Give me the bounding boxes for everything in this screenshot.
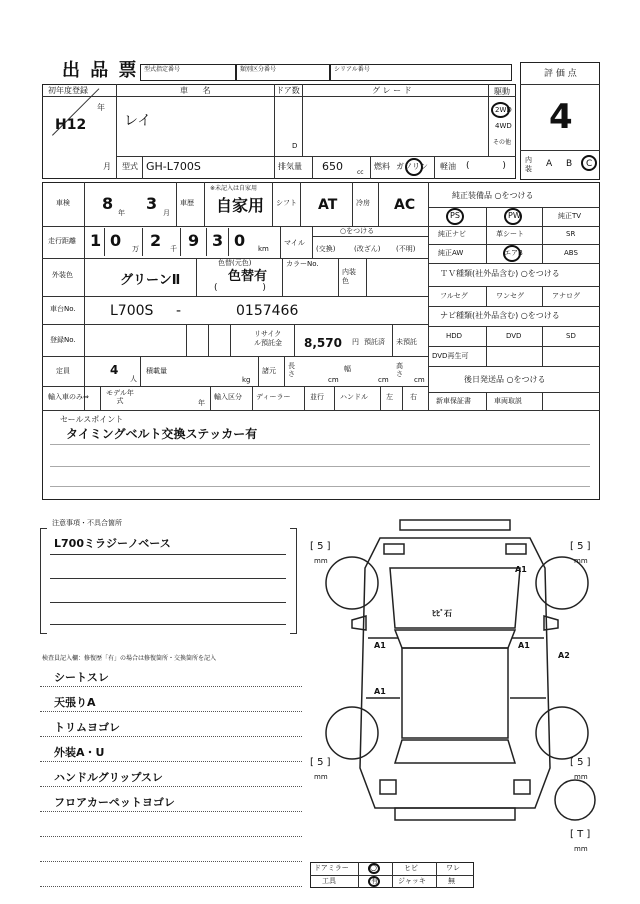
- serial-number-label: シリアル番号: [334, 66, 370, 73]
- form-title: 出 品 票: [62, 60, 139, 81]
- legend-mirror-circle: [368, 863, 380, 874]
- capacity-label: 定員: [56, 367, 70, 375]
- exterior-color-value: グリーンⅡ: [120, 273, 181, 288]
- tread-spare: [ T ]: [570, 829, 591, 840]
- inspector-line-5: ハンドルグリップスレ: [54, 771, 163, 784]
- swap-label: (交換): [316, 245, 336, 253]
- import-only-label: 輸入車のみ⇒: [48, 393, 89, 401]
- navi-hdd: HDD: [446, 332, 463, 340]
- dim-label: 諸元: [262, 367, 276, 375]
- mileage-digit-3: 2: [150, 231, 162, 250]
- drive-4wd: 4WD: [495, 122, 512, 130]
- dim-height-cm: cm: [414, 376, 425, 384]
- history-label: 車歴: [180, 199, 194, 207]
- interior-color-label: 内装色: [342, 268, 356, 285]
- notes-text: L700ミラジーノベース: [54, 537, 171, 550]
- shaken-month: 3: [146, 194, 158, 213]
- front-left-tire: [326, 557, 378, 609]
- mileage-sen: 千: [170, 245, 177, 253]
- mileage-label: 走行距離: [48, 237, 76, 245]
- door-d-label: D: [292, 142, 298, 150]
- navi-dvd: DVD: [506, 332, 522, 340]
- history-note: ※未記入は自家用: [210, 185, 258, 192]
- load-label: 積載量: [146, 367, 167, 375]
- equip-ps-circle: [446, 208, 464, 225]
- equip-leather: 革シート: [496, 230, 524, 238]
- equip-navi: 純正ナビ: [438, 230, 466, 238]
- score-value: 4: [549, 97, 573, 137]
- equipment-title: 純正装備品 ○をつける: [452, 191, 534, 200]
- model-year-nen: 年: [198, 399, 205, 407]
- interior-grade-circle: [581, 155, 597, 171]
- original-color-label: 色替(元色): [218, 259, 252, 267]
- chassis-number: 0157466: [236, 303, 299, 319]
- equip-abs: ABS: [564, 249, 578, 257]
- notes-title: 注意事項・不具合箇所: [52, 519, 122, 527]
- handle-left: 左: [386, 393, 393, 401]
- manual-label: 車両取説: [494, 397, 522, 405]
- legend-jack: ジャッキ: [398, 877, 426, 885]
- tread-rear-right-unit: mm: [574, 773, 588, 781]
- registration-number-label: 登録No.: [50, 336, 76, 344]
- recycle-not-deposited: 未預託: [396, 338, 417, 346]
- dvd-playable-label: DVD再生可: [432, 352, 469, 360]
- damage-mark-right-fender: A2: [558, 651, 570, 660]
- interior-grade-a: A: [546, 159, 553, 169]
- sales-point-label: セールスポイント: [60, 415, 124, 424]
- equip-tv: 純正TV: [558, 212, 582, 220]
- right-headlamp: [506, 544, 526, 554]
- fuel-paren: ( ): [466, 161, 506, 171]
- rear-bumper: [395, 808, 515, 820]
- tv-analog: アナログ: [552, 292, 580, 300]
- alter-label: (改ざん): [354, 245, 381, 253]
- damage-mark-windshield: ﾋﾋﾞ石: [432, 609, 452, 618]
- legend-tools-circle: [368, 876, 380, 887]
- legend-jack-value: 無: [448, 877, 455, 885]
- inspector-line-2: 天張りA: [54, 696, 96, 709]
- first-registration-year: H12: [55, 117, 87, 133]
- tv-fullseg: フルセグ: [440, 292, 468, 300]
- navi-title: ナビ種類(社外品含む) ○をつける: [440, 311, 560, 320]
- legend-tools: 工具: [322, 877, 336, 885]
- tread-rear-left-unit: mm: [314, 773, 328, 781]
- interior-grade-label: 内装: [525, 156, 532, 173]
- import-parallel: 並行: [310, 393, 324, 401]
- tread-rear-left: [ 5 ]: [310, 757, 331, 768]
- mileage-digit-5: 3: [212, 231, 224, 250]
- interior-grade-b: B: [566, 159, 573, 169]
- equip-aw: 純正AW: [438, 249, 464, 257]
- left-headlamp: [384, 544, 404, 554]
- ac-label: 冷房: [356, 199, 370, 207]
- legend-mirror: ドアミラー: [314, 864, 349, 872]
- left-taillamp: [380, 780, 396, 794]
- car-name-value: レイ: [124, 113, 152, 129]
- damage-mark-front-right: A1: [515, 565, 527, 574]
- recycle-label: リサイクル預託金: [254, 330, 282, 347]
- equip-pw-circle: [504, 208, 522, 225]
- windshield: [395, 630, 515, 648]
- fuel-gasoline: ガソリン: [396, 162, 428, 171]
- import-dealer: ディーラー: [256, 393, 291, 401]
- chassis-prefix: L700S: [110, 303, 154, 319]
- model-value: GH-L700S: [146, 160, 201, 173]
- ac-value: AC: [394, 197, 416, 213]
- tread-spare-unit: mm: [574, 845, 588, 853]
- dim-width: 幅: [344, 365, 351, 373]
- chassis-dash: -: [176, 303, 182, 319]
- recycle-yen: 円: [352, 338, 359, 346]
- inspector-line-3: トリムヨゴレ: [54, 721, 120, 734]
- inspector-title: 検査員記入欄：修復歴「有」の場合は修復箇所・交換箇所を記入: [42, 655, 217, 662]
- score-label: 評 価 点: [544, 69, 577, 79]
- year-small-label: 年: [97, 103, 105, 112]
- drive-2wd-circle: [491, 102, 510, 118]
- car-damage-diagram: [310, 508, 610, 868]
- displacement-value: 650: [322, 160, 343, 173]
- mileage-digit-1: 1: [90, 231, 102, 250]
- shaken-month-unit: 月: [163, 209, 170, 217]
- equip-sr: SR: [566, 230, 576, 238]
- first-registration-label: 初年度登録: [48, 86, 88, 95]
- mileage-km: km: [258, 245, 269, 253]
- damage-mark-left-front-door: A1: [374, 641, 386, 650]
- tread-front-right-unit: mm: [574, 557, 588, 565]
- inspector-line-6: フロアカーペットヨゴレ: [54, 796, 175, 809]
- fuel-diesel: 軽油: [440, 162, 456, 171]
- form-number-label: 型式指定番号: [144, 66, 181, 73]
- shaken-year: 8: [102, 194, 114, 213]
- equip-pw: PW: [508, 211, 521, 220]
- cc-unit: cc: [357, 169, 364, 176]
- spare-tire: [555, 780, 595, 820]
- original-color-paren: ( ): [214, 283, 266, 293]
- class-number-label: 類別区分番号: [240, 66, 277, 73]
- exterior-color-label: 外装色: [52, 271, 73, 279]
- tv-title: ＴＶ種類(社外品含む) ○をつける: [440, 269, 560, 278]
- legend-tools-mark: 有: [371, 877, 378, 885]
- front-bumper: [400, 520, 510, 530]
- inspector-line-4: 外装A・U: [54, 746, 105, 759]
- fuel-label: 燃料: [374, 162, 390, 171]
- capacity-person: 人: [130, 375, 137, 383]
- original-color-value: 色替有: [228, 269, 268, 284]
- tread-front-left: [ 5 ]: [310, 541, 331, 552]
- car-name-label: 車 名: [180, 86, 217, 95]
- door-count-label: ドア数: [276, 86, 300, 95]
- tv-oneseg: ワンセグ: [496, 292, 524, 300]
- fuel-gasoline-circle: [405, 158, 423, 176]
- rear-left-tire: [326, 707, 378, 759]
- body-outline: [360, 538, 550, 808]
- handle-label: ハンドル: [340, 393, 368, 401]
- recycle-value: 8,570: [304, 336, 342, 350]
- drive-other: その他: [493, 139, 512, 146]
- interior-grade-c: C: [586, 159, 593, 169]
- legend-hibi: ヒビ: [404, 864, 418, 872]
- notes-bracket-right: [290, 528, 297, 634]
- mileage-man: 万: [132, 245, 139, 253]
- sales-point-text: タイミングベルト交換ステッカー有: [66, 427, 258, 441]
- import-division-label: 輸入区分: [214, 393, 242, 401]
- month-small-label: 月: [103, 162, 111, 171]
- equip-ps: PS: [450, 211, 460, 220]
- warranty-label: 新車保証書: [436, 397, 471, 405]
- tread-rear-right: [ 5 ]: [570, 757, 591, 768]
- model-label: 型式: [122, 162, 138, 171]
- mileage-digit-2: 0: [110, 231, 122, 250]
- dim-length: 長さ: [288, 362, 295, 378]
- grade-label: グ レ ー ド: [372, 86, 412, 95]
- notes-bracket-left: [40, 528, 47, 634]
- mileage-digit-6: 0: [234, 231, 246, 250]
- legend-mirror-mark: ○: [370, 863, 377, 872]
- damage-mark-left-rear-door: A1: [374, 687, 386, 696]
- capacity-value: 4: [110, 363, 119, 377]
- after-ship-title: 後日発送品 ○をつける: [464, 375, 546, 384]
- chassis-label: 車台No.: [50, 305, 76, 313]
- dim-width-cm: cm: [378, 376, 389, 384]
- equip-airbag: エアB: [504, 249, 523, 257]
- right-taillamp: [514, 780, 530, 794]
- rear-right-tire: [536, 707, 588, 759]
- displacement-label: 排気量: [278, 162, 302, 171]
- inspector-line-1: シートスレ: [54, 671, 109, 684]
- mile-label: マイル: [284, 239, 305, 247]
- dim-height: 高さ: [396, 362, 403, 378]
- model-year-label: モデル年式: [106, 389, 134, 405]
- rear-window: [395, 740, 515, 763]
- navi-sd: SD: [566, 332, 576, 340]
- shift-label: シフト: [276, 199, 297, 207]
- tread-front-left-unit: mm: [314, 557, 328, 565]
- damage-mark-right-front-door: A1: [518, 641, 530, 650]
- color-number-label: カラーNo.: [286, 260, 319, 268]
- unknown-label: (不明): [396, 245, 416, 253]
- shaken-label: 車検: [56, 199, 70, 207]
- circle-instruction: ○をつける: [340, 227, 375, 235]
- drive-label: 駆動: [494, 87, 510, 96]
- legend-ware: ワレ: [446, 864, 460, 872]
- shift-value: AT: [318, 197, 338, 213]
- tread-front-right: [ 5 ]: [570, 541, 591, 552]
- equip-airbag-circle: [503, 245, 521, 262]
- roof-panel: [402, 648, 508, 738]
- recycle-deposited: 預託済: [364, 338, 385, 346]
- load-kg: kg: [242, 376, 251, 384]
- dim-length-cm: cm: [328, 376, 339, 384]
- drive-2wd: 2WD: [495, 106, 512, 114]
- mileage-digit-4: 9: [188, 231, 200, 250]
- hood-panel: [390, 568, 520, 628]
- handle-right: 右: [410, 393, 417, 401]
- history-value: 自家用: [216, 196, 265, 215]
- shaken-year-unit: 年: [118, 209, 125, 217]
